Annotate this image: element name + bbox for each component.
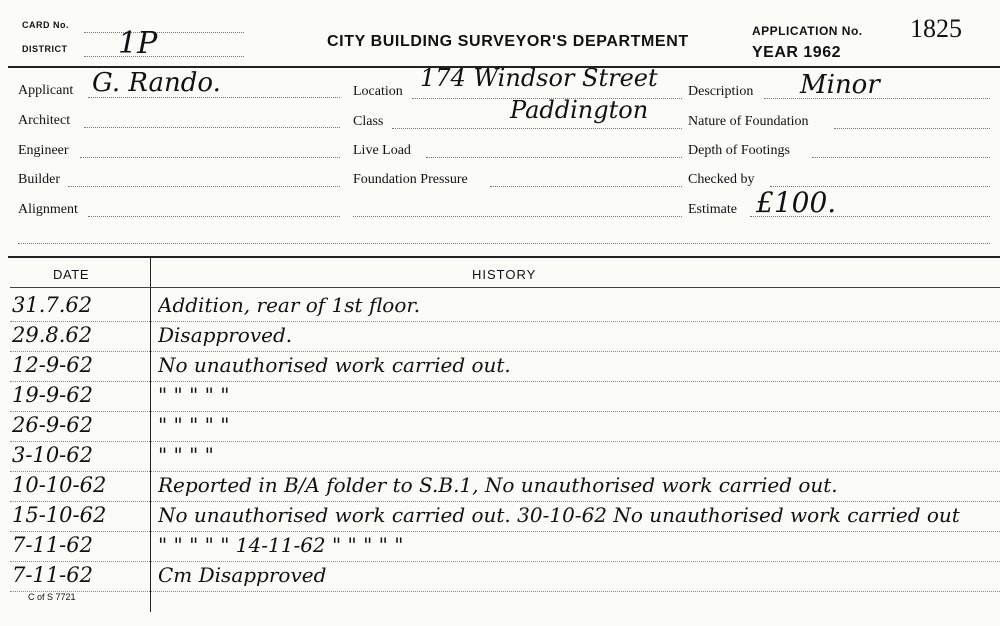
description-value: Minor <box>800 70 880 100</box>
history-row-line <box>10 381 1000 382</box>
history-entry: No unauthorised work carried out. 30-10-62 No unauthorised work carried out <box>158 503 960 527</box>
history-date: 26-9-62 <box>12 413 93 437</box>
form-code: C of S 7721 <box>28 592 76 602</box>
nature-of-foundation-line <box>834 128 990 129</box>
history-entry: " " " " " <box>158 413 230 437</box>
live-load-line <box>426 157 682 158</box>
alignment-line <box>88 216 340 217</box>
live-load-label: Live Load <box>353 143 411 158</box>
class-label: Class <box>353 114 384 129</box>
history-header: HISTORY <box>472 267 537 282</box>
alignment-label: Alignment <box>18 202 78 217</box>
estimate-label: Estimate <box>688 202 737 217</box>
architect-label: Architect <box>18 113 71 128</box>
history-row-line <box>10 411 1000 412</box>
history-row-line <box>10 351 1000 352</box>
builder-line <box>68 186 340 187</box>
history-header-divider <box>10 287 1000 288</box>
history-date: 12-9-62 <box>12 353 93 377</box>
history-entry: " " " " " 14-11-62 " " " " " <box>158 533 404 557</box>
history-row-line <box>10 471 1000 472</box>
date-column-divider <box>150 257 151 612</box>
application-label: APPLICATION No. <box>752 24 863 38</box>
fields-bottom-line <box>18 243 990 244</box>
depth-of-footings-line <box>812 157 990 158</box>
history-date: 7-11-62 <box>12 563 93 587</box>
history-date: 10-10-62 <box>12 473 107 497</box>
year-label: YEAR 1962 <box>752 44 841 61</box>
engineer-label: Engineer <box>18 143 69 158</box>
district-label: DISTRICT <box>22 44 68 54</box>
date-header: DATE <box>53 267 90 282</box>
history-row-line <box>10 531 1000 532</box>
foundation-pressure-label: Foundation Pressure <box>353 172 468 187</box>
history-entry: Addition, rear of 1st floor. <box>158 293 421 317</box>
history-entry: No unauthorised work carried out. <box>158 353 511 377</box>
history-date: 3-10-62 <box>12 443 93 467</box>
estimate-value: £100. <box>756 186 837 219</box>
nature-of-foundation-label: Nature of Foundation <box>688 114 809 129</box>
history-entry: " " " " " <box>158 383 230 407</box>
applicant-value: G. Rando. <box>92 68 221 98</box>
history-row-line <box>10 561 1000 562</box>
card-no-label: CARD No. <box>22 20 69 30</box>
architect-line <box>84 127 340 128</box>
history-row-line <box>10 441 1000 442</box>
applicant-label: Applicant <box>18 83 74 98</box>
history-entry: Reported in B/A folder to S.B.1, No unauthorised work carried out. <box>158 473 838 497</box>
history-date: 15-10-62 <box>12 503 107 527</box>
card-no-line <box>84 32 244 33</box>
checked-by-label: Checked by <box>688 172 755 187</box>
builder-label: Builder <box>18 172 60 187</box>
history-row-line <box>10 591 1000 592</box>
history-entry: " " " " <box>158 443 214 467</box>
location-value: 174 Windsor Street <box>420 64 658 92</box>
history-date: 31.7.62 <box>12 293 93 317</box>
depth-of-footings-label: Depth of Footings <box>688 143 790 158</box>
engineer-line <box>80 157 340 158</box>
description-label: Description <box>688 84 754 99</box>
history-date: 29.8.62 <box>12 323 93 347</box>
district-value: 1P <box>118 26 158 61</box>
application-number: 1825 <box>910 14 962 43</box>
location-label: Location <box>353 84 403 99</box>
district-line <box>84 56 244 57</box>
class-line <box>392 128 682 129</box>
history-date: 7-11-62 <box>12 533 93 557</box>
history-row-line <box>10 321 1000 322</box>
history-entry: Cm Disapproved <box>158 563 327 587</box>
history-row-line <box>10 501 1000 502</box>
history-top-border <box>8 256 1000 258</box>
department-title: CITY BUILDING SURVEYOR'S DEPARTMENT <box>327 33 689 50</box>
foundation-pressure-line <box>490 186 682 187</box>
column2-blank-line <box>353 216 682 217</box>
history-entry: Disapproved. <box>158 323 293 347</box>
class-value: Paddington <box>510 96 649 124</box>
history-date: 19-9-62 <box>12 383 93 407</box>
